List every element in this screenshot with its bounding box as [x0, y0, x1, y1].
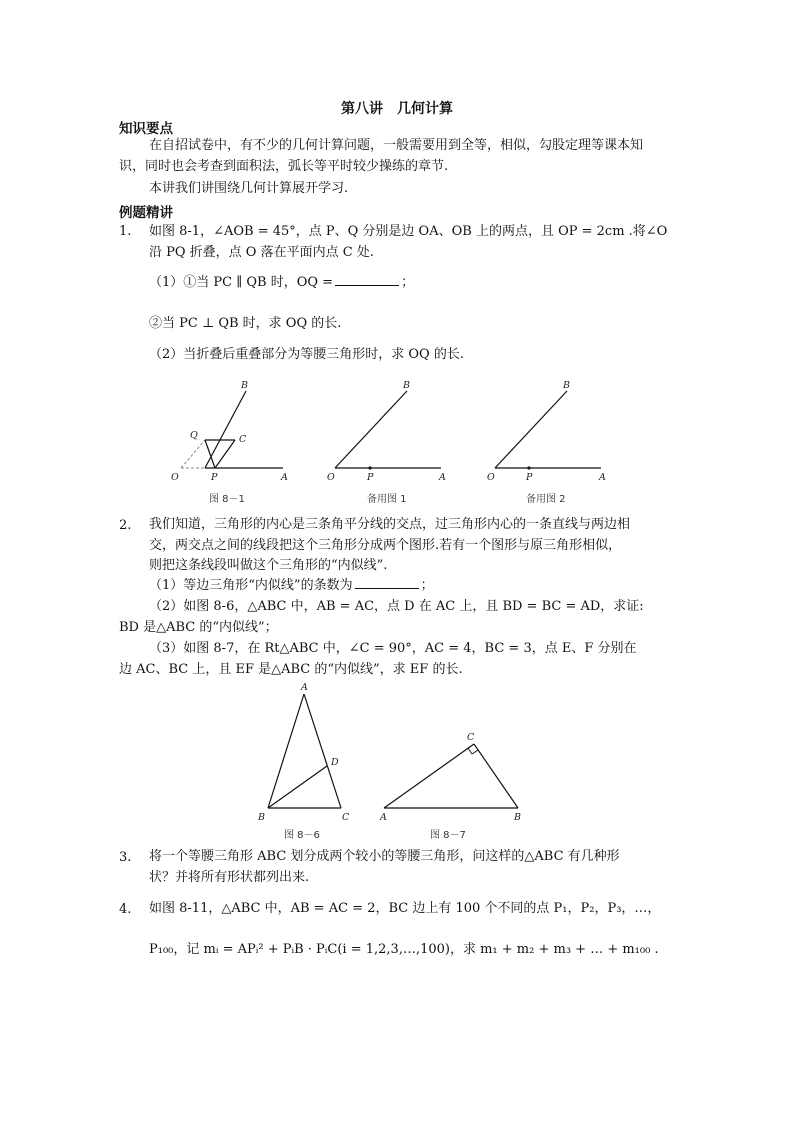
- label-O: O: [171, 472, 179, 483]
- figure-8-1: [171, 380, 288, 505]
- figure-8-6: [257, 682, 350, 841]
- q2-sub1: [149, 576, 434, 596]
- q4-line2: P₁₀₀，记 mᵢ = APᵢ² + PᵢB · PᵢC(i = 1,2,3,…,100)，求 m₁ + m₂ + m₃ + … + m₁₀₀ .: [149, 942, 659, 957]
- knowledge-paragraph-line2: 识，同时也会考查到面积法，弧长等平时较少操练的章节.: [119, 159, 449, 174]
- label-B: B: [241, 380, 248, 391]
- caption-spare-1: 备用图 1: [367, 494, 407, 505]
- section-heading-examples: 例题精讲: [119, 205, 173, 221]
- label-P: P: [367, 472, 374, 483]
- q2-sub3-line2: 边 AC、BC 上，且 EF 是△ABC 的“内似线”，求 EF 的长.: [119, 662, 463, 677]
- q2-sub2-line1: （2）如图 8-6，△ABC 中，AB = AC，点 D 在 AC 上，且 BD = BC = AD，求证:: [149, 599, 644, 614]
- label-D: D: [331, 757, 339, 768]
- label-C: C: [342, 812, 350, 823]
- label-A: A: [599, 472, 606, 483]
- q3-line2: 状？并将所有形状都列出来.: [149, 870, 310, 885]
- label-O: O: [327, 472, 335, 483]
- q2-sub3-line1: （3）如图 8-7，在 Rt△ABC 中，∠C = 90°，AC = 4，BC = 3，点 E、F 分别在: [149, 641, 637, 656]
- label-B: B: [563, 380, 570, 391]
- knowledge-paragraph-line1: 在自招试卷中，有不少的几何计算问题，一般需要用到全等，相似，勾股定理等课本知: [149, 138, 644, 153]
- answer-blank: [355, 576, 419, 589]
- q1-sub1b: ②当 PC ⊥ QB 时，求 OQ 的长.: [149, 316, 342, 331]
- q4-number: 4.: [119, 902, 132, 917]
- label-C: C: [239, 434, 247, 445]
- caption-spare-2: 备用图 2: [526, 494, 566, 505]
- q1-sub1a: [149, 273, 414, 293]
- q1-figures: [165, 372, 615, 516]
- q3-line1: 将一个等腰三角形 ABC 划分成两个较小的等腰三角形，问这样的△ABC 有几种形: [149, 849, 620, 864]
- q1-line2: 沿 PQ 折叠，点 O 落在平面内点 C 处.: [149, 245, 374, 260]
- q3-number: 3.: [119, 850, 132, 865]
- answer-blank: [335, 273, 399, 286]
- q2-sub2-line2: BD 是△ABC 的“内似线”；: [119, 620, 278, 635]
- label-B: B: [403, 380, 410, 391]
- label-A: A: [380, 812, 387, 823]
- section-heading-knowledge: 知识要点: [119, 121, 173, 137]
- caption-fig-8-7: 图 8－7: [430, 830, 466, 841]
- label-Q: Q: [190, 430, 198, 441]
- q4-line1: 如图 8-11，△ABC 中，AB = AC = 2，BC 边上有 100 个不同的点 P₁，P₂，P₃，…，: [149, 901, 661, 916]
- label-O: O: [487, 472, 495, 483]
- knowledge-paragraph-2: 本讲我们讲围绕几何计算展开学习.: [149, 181, 349, 196]
- q1-sub1a-text: （1）①当 PC ∥ QB 时，OQ =: [149, 275, 334, 290]
- q2-line1: 我们知道，三角形的内心是三条角平分线的交点，过三角形内心的一条直线与两边相: [149, 517, 631, 532]
- q1-line1: 如图 8-1，∠AOB = 45°，点 P、Q 分别是边 OA、OB 上的两点，且 OP = 2cm .将∠O: [149, 224, 668, 239]
- q2-sub1-end: ；: [420, 578, 434, 593]
- q1-sub1a-end: ；: [401, 275, 415, 290]
- q2-figures: [250, 680, 540, 849]
- label-C: C: [467, 732, 475, 743]
- q1-number: 1.: [119, 224, 132, 239]
- label-A: A: [281, 472, 288, 483]
- label-A: A: [301, 682, 308, 693]
- page-title: 第八讲 几何计算: [341, 101, 453, 117]
- q2-number: 2.: [119, 518, 132, 533]
- q2-line3: 则把这条线段叫做这个三角形的“内似线”.: [149, 558, 388, 573]
- q1-sub2: （2）当折叠后重叠部分为等腰三角形时，求 OQ 的长.: [149, 347, 464, 362]
- q2-line2: 交，两交点之间的线段把这个三角形分成两个图形.若有一个图形与原三角形相似，: [149, 538, 622, 553]
- label-A: A: [439, 472, 446, 483]
- spare-figure-2: [487, 380, 606, 505]
- spare-figure-1: [327, 380, 446, 505]
- label-P: P: [211, 472, 218, 483]
- label-B: B: [514, 812, 521, 823]
- label-P: P: [526, 472, 533, 483]
- caption-fig-8-6: 图 8－6: [284, 830, 320, 841]
- q2-sub1-text: （1）等边三角形“内似线”的条数为: [149, 578, 353, 593]
- caption-fig-8-1: 图 8－1: [209, 494, 245, 505]
- figure-8-7: [379, 732, 521, 841]
- label-B: B: [258, 812, 265, 823]
